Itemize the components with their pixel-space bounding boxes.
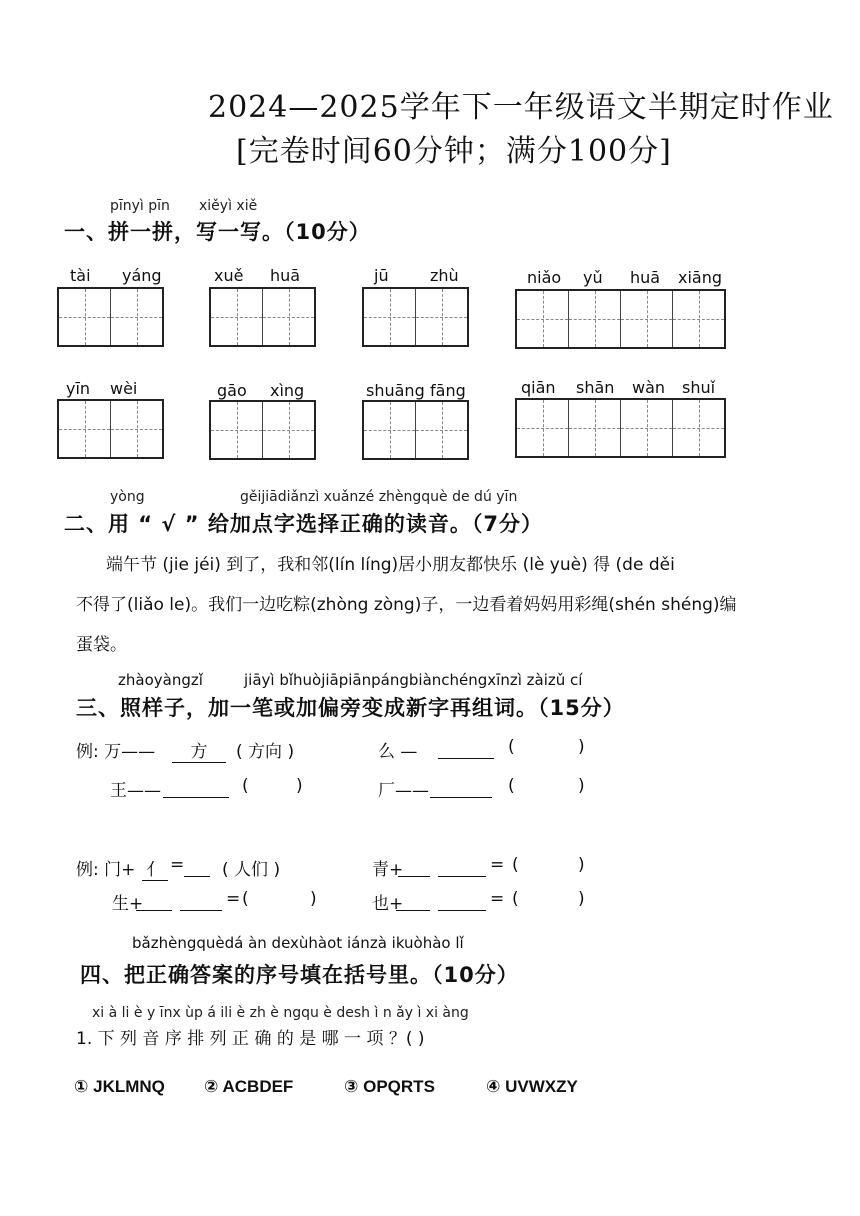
pinyin-label: huā: [270, 266, 301, 285]
pinyin-label: fāng: [430, 381, 466, 400]
paren-open: (: [512, 889, 519, 909]
paren-close: ): [578, 737, 585, 757]
answer-blank[interactable]: [136, 910, 172, 911]
pinyin-label: jū: [374, 266, 389, 285]
section2-line3: 蛋袋。: [76, 635, 127, 655]
option-3[interactable]: ③ OPQRTS: [344, 1077, 435, 1096]
example2-label: 例: 门+: [76, 860, 136, 880]
section1-pinyin-left: pīnyì pīn: [110, 198, 170, 214]
paren-close: ): [578, 855, 585, 875]
paren-open: (: [508, 737, 515, 757]
q-char-label: 生+: [112, 894, 144, 914]
pinyin-label: tài: [70, 266, 91, 285]
paren-close: ): [578, 776, 585, 796]
pinyin-label: shuāng: [366, 381, 425, 400]
writing-grid[interactable]: [515, 289, 726, 349]
q1-pinyin: xi à li è y īnx ùp á ili è zh è ngqu è desh ì n ǎy ì xi àng: [92, 1005, 469, 1021]
pinyin-label: xuě: [214, 266, 244, 285]
section1-pinyin-right: xiěyì xiě: [199, 198, 258, 214]
q-char-label: 王——: [110, 781, 161, 801]
pinyin-label: shān: [576, 378, 615, 397]
section3-heading: 三、照样子，加一笔或加偏旁变成新字再组词。（15分）: [76, 696, 625, 720]
pinyin-label: yáng: [122, 266, 162, 285]
pinyin-label: zhù: [430, 266, 459, 285]
eq-sign: =: [490, 889, 505, 909]
answer-blank[interactable]: [163, 797, 229, 798]
option-2[interactable]: ② ACBDEF: [204, 1077, 294, 1096]
pinyin-label: shuǐ: [682, 378, 716, 397]
paren-open: (: [508, 776, 515, 796]
pinyin-label: niǎo: [527, 268, 562, 287]
paren-close: ): [310, 889, 317, 909]
section2-pinyin-yong: yòng: [110, 489, 145, 505]
writing-grid[interactable]: [209, 400, 316, 460]
answer-blank[interactable]: [438, 910, 486, 911]
page-title: 2024—2025学年下一年级语文半期定时作业: [208, 90, 834, 125]
option-1[interactable]: ① JKLMNQ: [74, 1077, 165, 1096]
q-char-label: 青+: [372, 860, 404, 880]
paren-close: ): [578, 889, 585, 909]
eq-sign: =: [226, 889, 241, 909]
pinyin-label: gāo: [217, 381, 247, 400]
answer-blank[interactable]: [398, 876, 430, 877]
pinyin-label: qiān: [521, 378, 556, 397]
paren-open: (: [242, 776, 249, 796]
example2-word: ( 人们 ): [222, 860, 281, 880]
option-4[interactable]: ④ UVWXZY: [486, 1077, 578, 1096]
paren-open: (: [242, 889, 249, 909]
page-subtitle: [完卷时间60分钟；满分100分]: [236, 134, 672, 169]
q-char-label: 么 —: [378, 742, 418, 762]
paren-close: ): [296, 776, 303, 796]
pinyin-label: wèi: [110, 379, 138, 398]
section4-heading: 四、把正确答案的序号填在括号里。（10分）: [80, 963, 519, 987]
q-char-label: 厂——: [378, 781, 429, 801]
answer-blank[interactable]: [430, 797, 492, 798]
writing-grid[interactable]: [57, 287, 164, 347]
pinyin-label: xiāng: [678, 268, 723, 287]
pinyin-label: xìng: [270, 381, 305, 400]
section2-line2: 不得了(liǎo le)。我们一边吃粽(zhòng zòng)子，一边看着妈妈用彩绳(shén shéng)编: [76, 595, 737, 615]
section4-pinyin: bǎzhèngquèdá àn dexùhàot iánzà ikuòhào lǐ: [132, 934, 464, 952]
pinyin-label: huā: [630, 268, 661, 287]
q-char-label: 也+: [372, 894, 404, 914]
pinyin-label: yǔ: [583, 268, 603, 287]
example1-word: ( 方向 ): [236, 742, 295, 762]
example2-eq: =: [170, 855, 185, 875]
section2-line1: 端午节 (jie jéi) 到了，我和邻(lín líng)居小朋友都快乐 (lè yuè) 得 (de děi: [106, 555, 675, 575]
answer-blank[interactable]: [438, 758, 494, 759]
paren-open: (: [512, 855, 519, 875]
section1-heading: 一、拼一拼，写一写。（10分）: [64, 220, 371, 244]
example2-blank: [184, 876, 210, 877]
section3-pinyin-a: zhàoyàngzǐ: [118, 671, 203, 689]
answer-blank[interactable]: [180, 910, 222, 911]
q1-text: 1. 下 列 音 序 排 列 正 确 的 是 哪 一 项 ？( ): [76, 1029, 425, 1049]
writing-grid[interactable]: [362, 287, 469, 347]
writing-grid[interactable]: [57, 399, 164, 459]
writing-grid[interactable]: [362, 400, 469, 460]
writing-grid[interactable]: [209, 287, 316, 347]
example1-answer: 方: [172, 737, 226, 763]
writing-grid[interactable]: [515, 398, 726, 458]
example1-label: 例: 万——: [76, 742, 156, 762]
eq-sign: =: [490, 855, 505, 875]
pinyin-label: yīn: [66, 379, 91, 398]
section2-heading: 二、用 “ √ ” 给加点字选择正确的读音。（7分）: [64, 512, 543, 536]
section2-pinyin-rest: gěijiādiǎnzì xuǎnzé zhèngquè de dú yīn: [240, 489, 518, 505]
answer-blank[interactable]: [438, 876, 486, 877]
example2-radical: 亻: [142, 855, 168, 881]
answer-blank[interactable]: [396, 910, 430, 911]
section3-pinyin-b: jiāyì bǐhuòjiāpiānpángbiànchéngxīnzì zàizǔ cí: [244, 671, 583, 689]
pinyin-label: wàn: [632, 378, 666, 397]
